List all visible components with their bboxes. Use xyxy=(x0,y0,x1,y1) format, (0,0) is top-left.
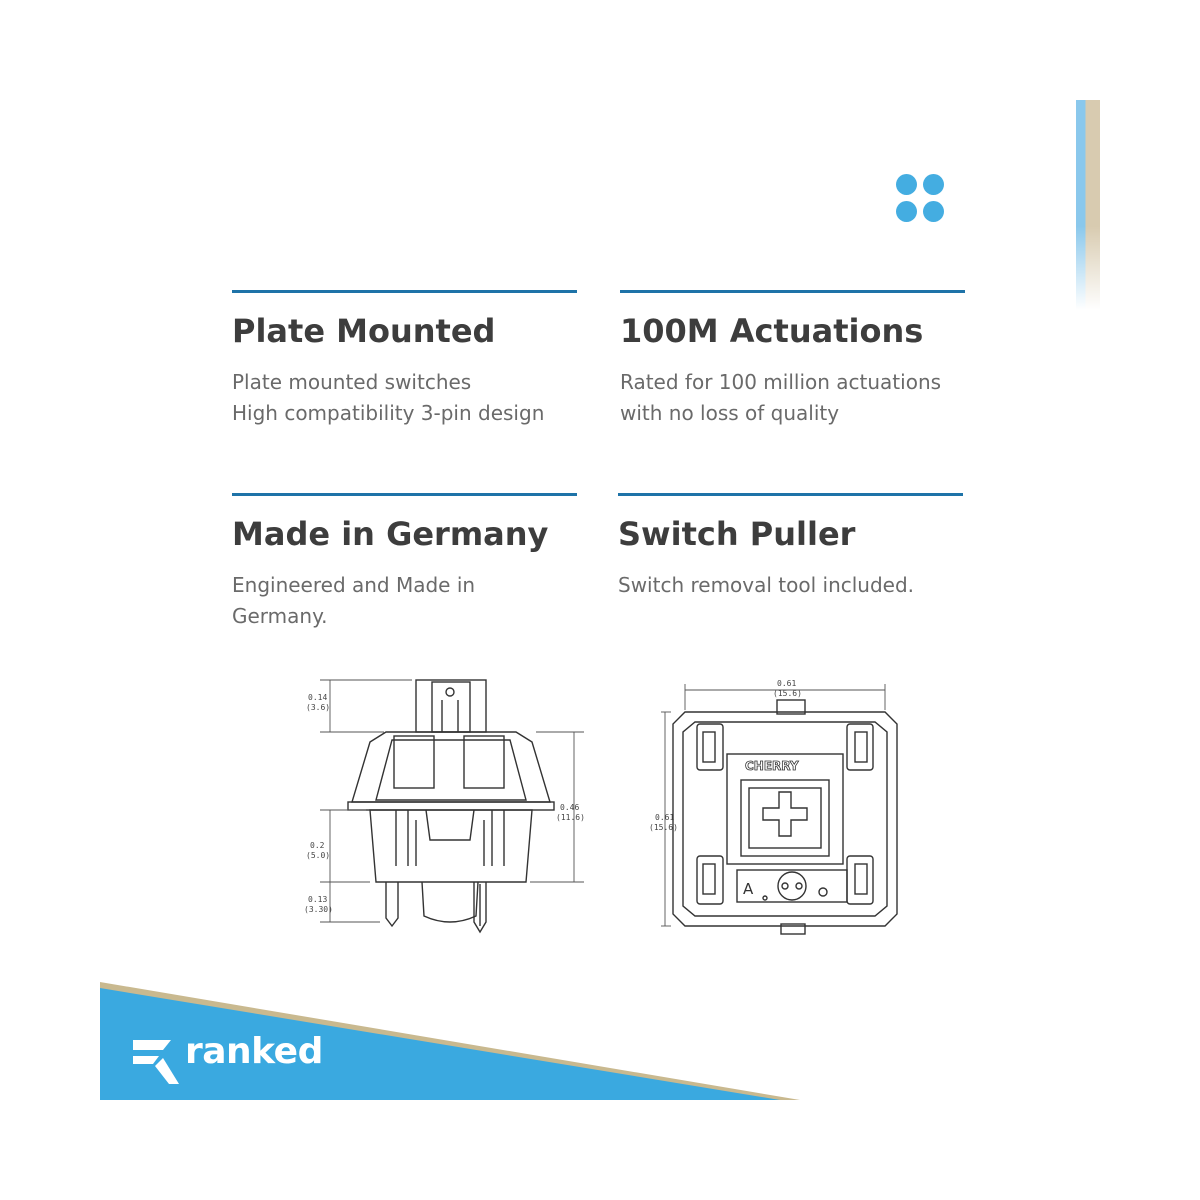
dim-height-mm-label: (11.6) xyxy=(556,813,585,822)
dot xyxy=(923,174,944,195)
dot xyxy=(923,201,944,222)
feature-description xyxy=(232,570,577,632)
dot xyxy=(896,174,917,195)
feature-switch-puller xyxy=(618,493,963,601)
dim-height-label: 0.61 xyxy=(655,813,675,822)
switch-side-view-drawing xyxy=(300,670,600,940)
feature-actuations xyxy=(620,290,965,429)
section-rule xyxy=(232,493,577,496)
feature-plate-mounted xyxy=(232,290,577,429)
section-rule xyxy=(618,493,963,496)
feature-description-line: Engineered and Made in xyxy=(232,573,476,597)
feature-title: 100M Actuations xyxy=(620,312,924,350)
dim-top-mm-label: (3.6) xyxy=(306,703,331,712)
feature-title: Plate Mounted xyxy=(232,312,496,350)
ranked-logo-icon xyxy=(133,1036,183,1086)
switch-top-view-drawing xyxy=(645,670,915,940)
feature-description-line: Germany. xyxy=(232,604,328,628)
feature-description xyxy=(620,367,965,429)
feature-description xyxy=(232,367,577,429)
section-rule xyxy=(620,290,965,293)
dim-mid-label: 0.2 xyxy=(310,841,325,850)
section-rule xyxy=(232,290,577,293)
cherry-brand-mark: CHERRY xyxy=(745,759,799,773)
brand-name: ranked xyxy=(185,1031,323,1072)
feature-description-line: Switch removal tool included. xyxy=(618,573,915,597)
dim-mid-mm-label: (5.0) xyxy=(306,851,331,860)
dot xyxy=(896,201,917,222)
feature-title: Made in Germany xyxy=(232,515,549,553)
feature-description-line: High compatibility 3-pin design xyxy=(232,401,545,425)
dim-height-label: 0.46 xyxy=(560,803,580,812)
dim-width-mm-label: (15.6) xyxy=(773,689,802,698)
feature-made-in-germany xyxy=(232,493,577,632)
feature-description-line: Rated for 100 million actuations xyxy=(620,370,942,394)
feature-title: Switch Puller xyxy=(618,515,856,553)
pin-letter-label: A xyxy=(743,880,754,898)
dim-top-label: 0.14 xyxy=(308,693,328,702)
dim-bottom-label: 0.13 xyxy=(308,895,328,904)
dim-bottom-mm-label: (3.30) xyxy=(304,905,333,914)
dim-height-mm-label: (15.6) xyxy=(649,823,678,832)
feature-description-line: with no loss of quality xyxy=(620,401,840,425)
dim-width-label: 0.61 xyxy=(777,679,797,688)
decorative-stripe xyxy=(1076,100,1100,310)
four-dots-icon xyxy=(896,174,946,224)
feature-description-line: Plate mounted switches xyxy=(232,370,472,394)
feature-description xyxy=(618,570,963,601)
